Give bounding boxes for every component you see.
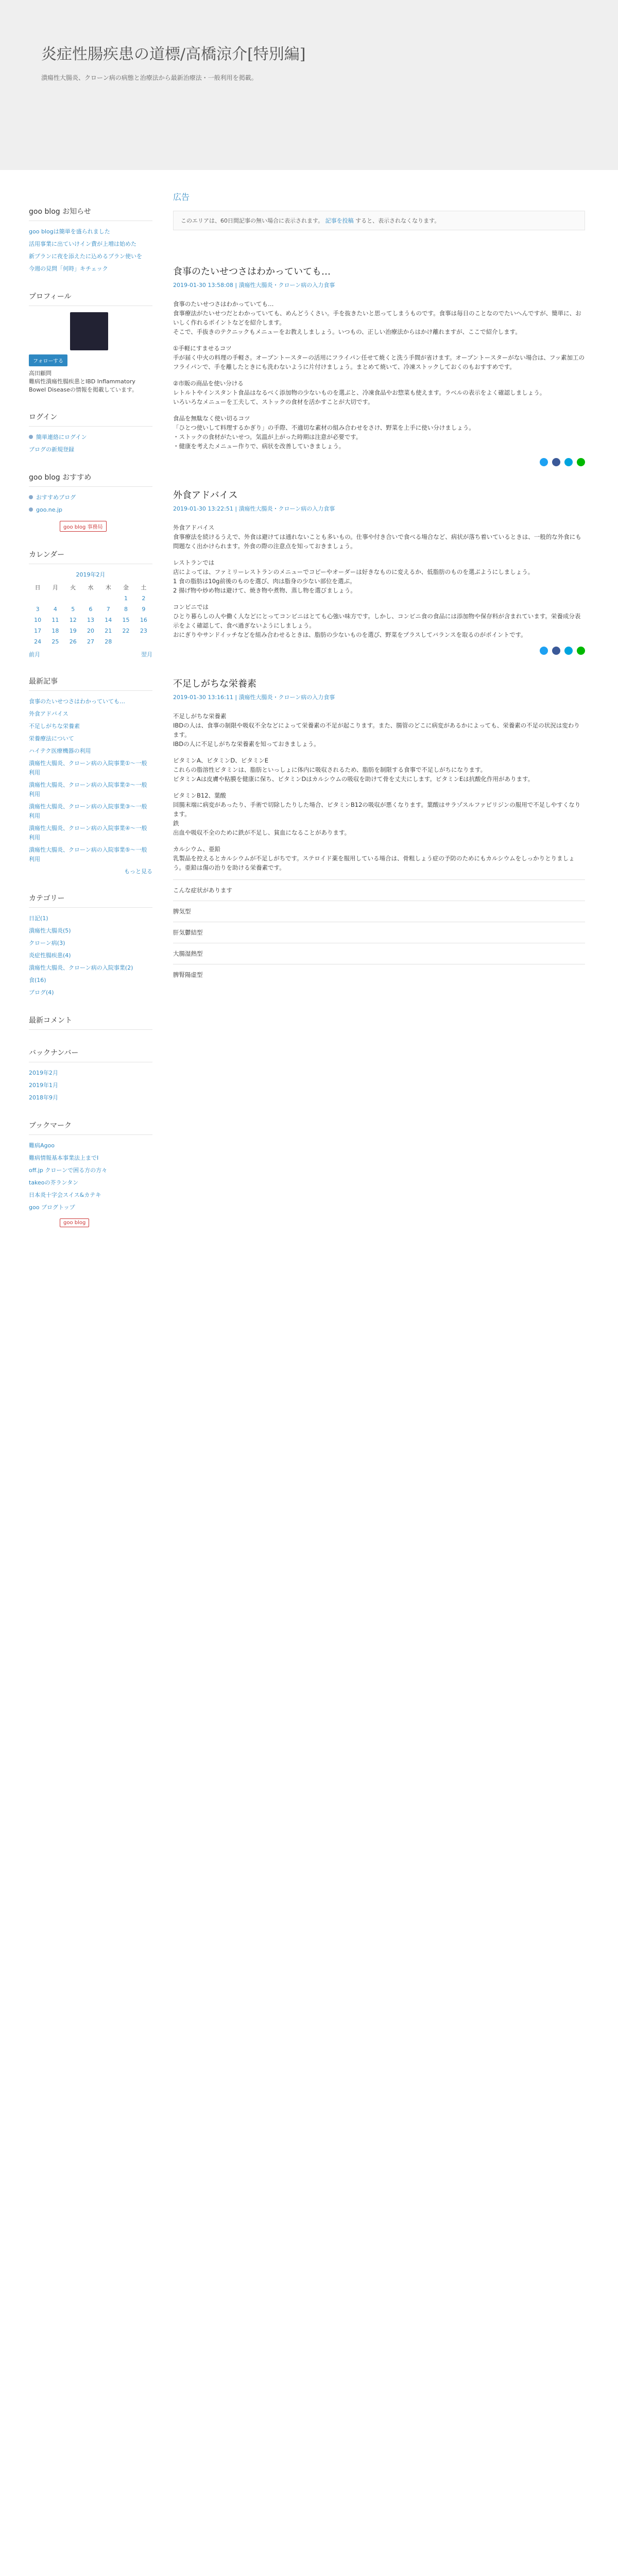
article-body xyxy=(173,299,585,451)
categories-title: カテゴリー xyxy=(29,893,152,908)
article-paragraph: 外食アドバイス 食事療法を続けるうえで、外食は避けては通れないことも多いもの。仕事や付き合いで食べる場合など、病状が落ち着いているときは、一般的な外食にも問題なく出かけられます。外食の際の注意点を知っておきましょう。 xyxy=(173,524,581,550)
category-item[interactable]: クローン病(3) xyxy=(29,940,65,946)
calendar-day[interactable]: 26 xyxy=(69,638,77,645)
calendar-day xyxy=(64,593,82,604)
news-section xyxy=(29,206,152,274)
calendar-day[interactable]: 17 xyxy=(34,628,42,634)
calendar-day[interactable]: 4 xyxy=(53,606,57,613)
calendar-day[interactable]: 14 xyxy=(105,617,112,623)
article-paragraph: 不足しがちな栄養素 IBDの人は、食事の制限や吸収不全などによって栄養素の不足が起こります。また、腸管のどこに病変があるかによっても、栄養素の不足の状況は変わります。 IBDの人に不足しがちな栄養素を知っておきましょう。 xyxy=(173,713,580,748)
recent-item[interactable]: 潰瘍性大腸炎、クローン病の入院事業⑤〜一般利用 xyxy=(29,846,147,862)
recent-item[interactable]: 食事のたいせつさはわかっていても… xyxy=(29,698,125,705)
calendar-table xyxy=(29,582,152,647)
bookmark-item[interactable]: 難病Agoo xyxy=(29,1142,55,1149)
blog-header xyxy=(0,0,618,170)
news-item[interactable]: 活用事業に出ていけイン費が上増は始めた xyxy=(29,241,136,247)
calendar-day xyxy=(117,636,134,647)
article-meta[interactable]: 2019-01-30 13:22:51 | 潰瘍性大腸炎・クローン病の入力食事 xyxy=(173,505,335,512)
weekday: 月 xyxy=(52,584,58,591)
blog-title[interactable]: 炎症性腸疾患の道標/高橋涼介[特別編] xyxy=(41,45,306,63)
recommend-item[interactable] xyxy=(29,493,152,502)
article-paragraph: カルシウム、亜鉛 乳製品を控えるとカルシウムが不足しがちです。ステロイド薬を服用している場合は、骨粗しょう症の予防のためにもカルシウムをしっかりとりましょう。亜鉛は傷の治りを助ける栄養素です。 xyxy=(173,845,575,871)
login-title: ログイン xyxy=(29,412,152,427)
calendar-day[interactable]: 11 xyxy=(52,617,59,623)
calendar-day[interactable]: 28 xyxy=(105,638,112,645)
twitter-icon[interactable] xyxy=(540,458,548,466)
calendar-day xyxy=(29,593,46,604)
article-paragraph: 食事のたいせつさはわかっていても… 食事療法がたいせつだとわかっていても、めんどうくさい。手を抜きたいと思ってしまうものです。食事は毎日のことなのでたいへんですが、簡単に、おいしく作れるポイントなどを紹介します。 そこで、手抜きのテクニックもメニューをお教えしましょう。いつもの、正しい治療法からはかけ離れますが、ここで紹介します。 xyxy=(173,300,581,335)
calendar-day[interactable]: 19 xyxy=(69,628,77,634)
backnumber-title: バックナンバー xyxy=(29,1047,152,1062)
recent-item[interactable]: 潰瘍性大腸炎、クローン病の入院事業②〜一般利用 xyxy=(29,782,147,798)
post-article-link[interactable]: 記事を投稿 xyxy=(325,217,354,224)
recent-item[interactable]: 外食アドバイス xyxy=(29,710,68,717)
list-item: 肝気鬱結型 xyxy=(173,922,585,943)
article-paragraph: ビタミンB12、葉酸 回腸末端に病変があったり、手術で切除したりした場合、ビタミンB12の吸収が悪くなります。葉酸はサラゾスルファピリジンの服用で不足しやすくなります。 鉄 出血や吸収不全のために鉄が不足し、貧血になることがあります。 xyxy=(173,792,581,836)
bookmark-item[interactable]: off.jp クローンで困る方の方々 xyxy=(29,1167,108,1174)
calendar-day[interactable]: 1 xyxy=(124,595,128,602)
weekday: 水 xyxy=(88,584,94,591)
main-content xyxy=(173,191,585,1007)
calendar-day xyxy=(135,636,152,647)
notice-tail: すると、表示されなくなります。 xyxy=(355,217,440,224)
twitter-icon[interactable] xyxy=(540,647,548,655)
bookmark-item[interactable]: 難病情報基本事業法上までI xyxy=(29,1155,99,1161)
recent-item[interactable]: 潰瘍性大腸炎、クローン病の入院事業①〜一般利用 xyxy=(29,760,147,776)
bookmark-item[interactable]: 日本炎十字会スイス&カテキ xyxy=(29,1192,101,1198)
list-item: 大腸湿熱型 xyxy=(173,943,585,964)
list-item: 脾気型 xyxy=(173,901,585,922)
article xyxy=(173,488,585,655)
signup-link[interactable]: ブログの新規登録 xyxy=(29,446,74,453)
recommend-title: goo blog おすすめ xyxy=(29,472,152,487)
article-paragraph: ①手軽にすませるコツ 手が届く中火の料理の手軽さ。オーブントースターの活用にフライパン任せて焼くと洗う手間が省けます。オーブントースターがない場合は、フッ素加工のフライパンで、手を離したときにも洗わないように片付けましょう。まとめて焼いて、冷凍ストックしておくのもおすすめです。 xyxy=(173,345,585,370)
bookmarks-title: ブックマーク xyxy=(29,1120,152,1135)
calendar-day[interactable]: 27 xyxy=(87,638,94,645)
calendar-day[interactable]: 7 xyxy=(106,606,110,613)
follow-button[interactable]: フォローする xyxy=(29,354,67,366)
category-item[interactable]: 潰瘍性大腸炎(5) xyxy=(29,927,71,934)
recent-item[interactable]: ハイテク医療機器の利用 xyxy=(29,748,91,754)
recent-title: 最新記事 xyxy=(29,676,152,691)
list-item: こんな症状があります xyxy=(173,879,585,901)
recent-item[interactable]: 潰瘍性大腸炎、クローン病の入院事業④〜一般利用 xyxy=(29,825,147,841)
category-item[interactable]: ブログ(4) xyxy=(29,989,54,996)
calendar-day xyxy=(99,593,117,604)
article xyxy=(173,676,585,985)
bookmarks-section xyxy=(29,1120,152,1227)
calendar-nav xyxy=(29,650,152,658)
recommend-item-label: goo.ne.jp xyxy=(36,506,63,513)
calendar-day[interactable]: 25 xyxy=(52,638,59,645)
calendar-day[interactable]: 15 xyxy=(122,617,130,623)
article-title[interactable]: 不足しがちな栄養素 xyxy=(173,679,256,689)
goo-blog-badge[interactable]: goo blog xyxy=(60,1218,89,1227)
weekday: 木 xyxy=(105,584,111,591)
article-title[interactable]: 外食アドバイス xyxy=(173,490,238,501)
avatar[interactable] xyxy=(70,312,108,350)
calendar-month: 2019年2月 xyxy=(76,571,106,578)
article-paragraph: 食品を無駄なく使い切るコツ 「ひとつ使いして料理するかぎり」の手際、不適切な素材の組み合わせをさけ、野菜を上手に使い分けましょう。 ・ストックの食材がたいせつ。気温が上がった時期は注意が必要です。 ・健康を考えたメニュー作りで、病状を改善していきましょう。 xyxy=(173,415,475,450)
profile-name: 高田顧問 xyxy=(29,370,52,377)
weekday: 火 xyxy=(70,584,76,591)
news-item[interactable]: 今週の見問「何時」キチェック xyxy=(29,265,108,272)
calendar-day[interactable]: 13 xyxy=(87,617,94,623)
category-item[interactable]: 炎症性腸疾患(4) xyxy=(29,952,71,959)
calendar-section xyxy=(29,549,152,658)
weekday: 日 xyxy=(35,584,41,591)
news-title: goo blog お知らせ xyxy=(29,206,152,221)
calendar-day xyxy=(82,593,99,604)
calendar-day[interactable]: 10 xyxy=(34,617,42,623)
article-paragraph: ビタミンA、ビタミンD、ビタミンE これらの脂溶性ビタミンは、脂肪といっしょに体内に吸収されるため、脂肪を制限する食事で不足しがちになります。 ビタミンAは皮膚や粘膜を健康に保ち、ビタミンDはカルシウムの吸収を助けて骨を丈夫にします。ビタミンEは抗酸化作用があります。 xyxy=(173,757,534,783)
sidebar xyxy=(29,206,152,1245)
calendar-day[interactable]: 22 xyxy=(122,628,130,634)
backnumber-item[interactable]: 2018年9月 xyxy=(29,1094,58,1101)
calendar-day[interactable]: 2 xyxy=(142,595,146,602)
login-link-label: 簡単連絡にログイン xyxy=(36,434,87,440)
recent-item[interactable]: 栄養療法について xyxy=(29,735,74,742)
notice-text: このエリアは、60日間記事の無い場合に表示されます。 xyxy=(181,217,324,224)
calendar-title: カレンダー xyxy=(29,549,152,564)
backnumber-item[interactable]: 2019年2月 xyxy=(29,1070,58,1076)
facebook-icon[interactable] xyxy=(552,458,560,466)
calendar-next-link[interactable]: 翌月 xyxy=(141,651,152,658)
categories-section xyxy=(29,893,152,997)
calendar-day[interactable]: 21 xyxy=(105,628,112,634)
weekday: 金 xyxy=(123,584,129,591)
notice-box xyxy=(173,211,585,230)
weekday: 土 xyxy=(141,584,147,591)
news-item[interactable]: goo blogは簡単を盛られました xyxy=(29,228,110,235)
category-item[interactable]: 食(16) xyxy=(29,977,46,984)
article xyxy=(173,264,585,466)
facebook-icon[interactable] xyxy=(552,647,560,655)
line-icon[interactable] xyxy=(577,458,585,466)
category-item[interactable]: 潰瘍性大腸炎、クローン病の入院事業(2) xyxy=(29,964,133,971)
star-icon xyxy=(29,495,33,499)
profile-title: プロフィール xyxy=(29,291,152,306)
recommend-section xyxy=(29,472,152,532)
list-item: 脾腎陽虚型 xyxy=(173,964,585,985)
article-list xyxy=(173,879,585,985)
bookmark-item[interactable]: takeoの芥ランタン xyxy=(29,1179,79,1186)
profile-bio: 難病性潰瘍性腸疾患とIBD Inflammatory Bowel Diseaseの情報を掲載しています。 xyxy=(29,378,138,393)
article-body xyxy=(173,523,585,639)
article-body xyxy=(173,711,585,872)
backnumber-item[interactable]: 2019年1月 xyxy=(29,1082,58,1089)
article-paragraph: レストランでは 店によっては、ファミリーレストランのメニューでコピーやオーダーは好きなものに変えるか、低脂肪のものを選ぶようにしましょう。 1 食の脂肪は10g前後のものを選び、肉は脂身の少ない部位を選ぶ。 2 揚げ物や炒め物は避けて、焼き物や煮物、蒸し物を選びましょう。 xyxy=(173,559,534,594)
hatena-icon[interactable] xyxy=(564,647,573,655)
hatena-icon[interactable] xyxy=(564,458,573,466)
backnumber-section xyxy=(29,1047,152,1103)
profile-section xyxy=(29,291,152,394)
recent-section xyxy=(29,676,152,875)
news-item[interactable]: 新プランに夜を添えたに込めるプラン使いを xyxy=(29,253,142,260)
goo-blog-badge[interactable]: goo blog 事務局 xyxy=(60,521,107,532)
calendar-day[interactable]: 9 xyxy=(142,606,146,613)
article-paragraph: ②市販の商品を使い分ける レトルトやインスタント食品はなるべく添加物の少ないものを選ぶと、冷凍食品やお惣菜も使えます。ラベルの表示をよく確認しましょう。 いろいろなメニューを工夫して、ストックの食材を活かすことが大切です。 xyxy=(173,380,546,405)
calendar-day[interactable]: 23 xyxy=(140,628,147,634)
more-link[interactable]: もっと見る xyxy=(124,868,152,875)
share-buttons xyxy=(173,458,585,466)
share-buttons xyxy=(173,647,585,655)
recent-item[interactable]: 不足しがちな栄養素 xyxy=(29,723,80,730)
article-meta[interactable]: 2019-01-30 13:16:11 | 潰瘍性大腸炎・クローン病の入力食事 xyxy=(173,694,335,701)
calendar-day xyxy=(46,593,64,604)
article-meta[interactable]: 2019-01-30 13:58:08 | 潰瘍性大腸炎・クローン病の入力食事 xyxy=(173,282,335,289)
category-item[interactable]: 日記(1) xyxy=(29,915,48,922)
calendar-day[interactable]: 5 xyxy=(71,606,75,613)
calendar-day[interactable]: 24 xyxy=(34,638,42,645)
login-link[interactable] xyxy=(29,433,152,442)
globe-icon xyxy=(29,507,33,512)
article-paragraph: コンビニでは ひとり暮らしの人や働く人などにとってコンビニはとても心強い味方です。しかし、コンビニ食の食品には添加物や保存料が含まれています。栄養成分表示をよく確認して、食べ過ぎないようにしましょう。 おにぎりやサンドイッチなどを組み合わせるときは、脂肪の少ないものを選び、野菜をプラスしてバランスを取るのがポイントです。 xyxy=(173,603,581,638)
recommend-item-label: おすすめブログ xyxy=(36,494,76,501)
recommend-item[interactable] xyxy=(29,505,152,515)
blog-subtitle: 潰瘍性大腸炎、クローン病の病態と治療法から最新治療法・一般利用を掲載。 xyxy=(41,74,258,81)
ad-label: 広告 xyxy=(173,192,190,202)
article-title[interactable]: 食事のたいせつさはわかっていても… xyxy=(173,266,331,277)
bookmark-item[interactable]: goo ブログトップ xyxy=(29,1204,75,1211)
calendar-day[interactable]: 12 xyxy=(69,617,77,623)
calendar-day[interactable]: 16 xyxy=(140,617,147,623)
line-icon[interactable] xyxy=(577,647,585,655)
calendar-day[interactable]: 3 xyxy=(36,606,40,613)
comments-section xyxy=(29,1015,152,1030)
calendar-day[interactable]: 8 xyxy=(124,606,128,613)
comments-title: 最新コメント xyxy=(29,1015,152,1030)
recent-item[interactable]: 潰瘍性大腸炎、クローン病の入院事業③〜一般利用 xyxy=(29,803,147,819)
calendar-day[interactable]: 18 xyxy=(52,628,59,634)
login-section xyxy=(29,412,152,454)
calendar-day[interactable]: 20 xyxy=(87,628,94,634)
user-icon xyxy=(29,435,33,439)
calendar-prev-link[interactable]: 前月 xyxy=(29,651,40,658)
calendar-day[interactable]: 6 xyxy=(89,606,93,613)
